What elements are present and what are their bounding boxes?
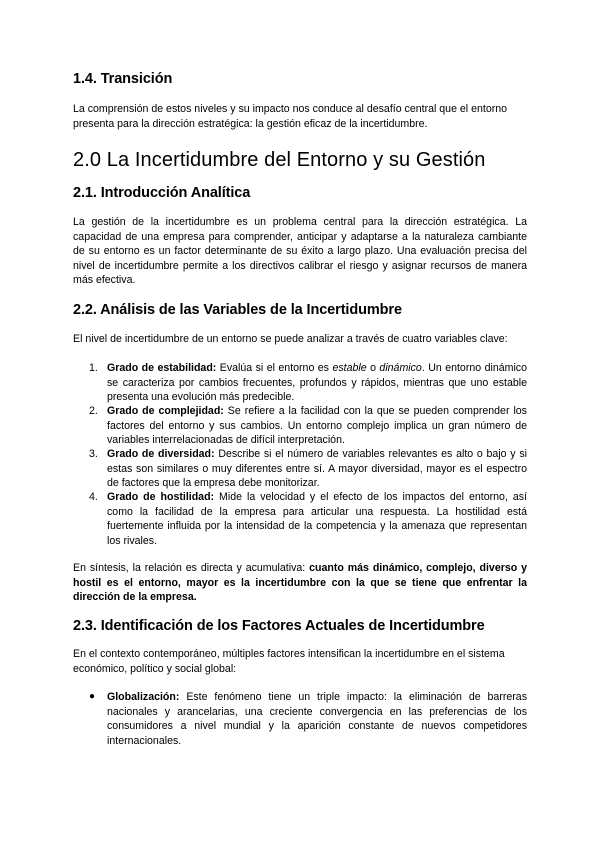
list-item-diversidad: Grado de diversidad: Describe si el número de variables relevantes es alto o bajo y si estas son similares o muy diferentes entre sí. A mayor diversidad, mayor es el espectro de factores que la empresa debe monitorizar. (107, 448, 527, 489)
heading-2-0: 2.0 La Incertidumbre del Entorno y su Gestión (73, 149, 486, 171)
item-term: Grado de estabilidad: (107, 362, 217, 374)
list-item-globalizacion: Globalización: Este fenómeno tiene un triple impacto: la eliminación de barreras nacionales y arancelarias, una creciente convergencia en las preferencias de los consumidores a nivel mundial y la aparición constante de nuevos competidores internacionales. (107, 691, 527, 747)
heading-2-1: 2.1. Introducción Analítica (73, 185, 251, 201)
emphasis-estable: estable (332, 362, 367, 374)
heading-2-2: 2.2. Análisis de las Variables de la Incertidumbre (73, 302, 402, 318)
paragraph-introduccion: La gestión de la incertidumbre es un problema central para la dirección estratégica. La capacidad de una empresa para comprender, anticipar y adaptarse a la naturaleza cambiante de su entorno es un factor determinante de su éxito a largo plazo. Una evaluación precisa del nivel de incertidumbre permite a los directivos calibrar el riesgo y asignar recursos de manera más efectiva. (73, 216, 527, 286)
summary-emphasis: cuanto más dinámico, complejo, diverso y hostil es el entorno, mayor es la incertidumbre con la que se tiene que enfrentar la dirección de la empresa. (73, 562, 527, 603)
list-number: 1. (89, 362, 98, 374)
paragraph-transicion: La comprensión de estos niveles y su impacto nos conduce al desafío central que el entorno presenta para la dirección estratégica: la gestión eficaz de la incertidumbre. (73, 103, 508, 130)
paragraph-factores-intro: En el contexto contemporáneo, múltiples factores intensifican la incertidumbre en el sistema económico, político y social global: (73, 648, 505, 675)
emphasis-dinamico: dinámico (379, 362, 422, 374)
paragraph-sintesis: En síntesis, la relación es directa y acumulativa: cuanto más dinámico, complejo, diverso y hostil es el entorno, mayor es la incertidumbre con la que se tiene que enfrentar la dirección de la empresa. (73, 562, 527, 603)
list-number: 4. (89, 491, 98, 503)
item-term: Globalización: (107, 691, 180, 703)
list-item-estabilidad: Grado de estabilidad: Evalúa si el entorno es estable o dinámico. Un entorno dinámico se caracteriza por cambios frecuentes, profundos y rápidos, mientras que uno estable presenta una evolución más predecible. (107, 362, 527, 403)
heading-1-4: 1.4. Transición (73, 71, 173, 87)
list-item-complejidad: Grado de complejidad: Se refiere a la facilidad con la que se pueden comprender los factores del entorno y sus cambios. Un entorno complejo implica un gran número de variables interrelacionadas de difícil interpretación. (107, 405, 527, 446)
bullet-icon: ● (89, 691, 96, 702)
paragraph-variables-intro: El nivel de incertidumbre de un entorno se puede analizar a través de cuatro variables clave: (73, 333, 508, 345)
item-term: Grado de diversidad: (107, 448, 215, 460)
item-term: Grado de hostilidad: (107, 491, 215, 503)
item-term: Grado de complejidad: (107, 405, 224, 417)
list-number: 2. (89, 405, 98, 417)
list-number: 3. (89, 448, 98, 460)
heading-2-3: 2.3. Identificación de los Factores Actuales de Incertidumbre (73, 618, 485, 634)
list-item-hostilidad: Grado de hostilidad: Mide la velocidad y el efecto de los impactos del entorno, así como la facilidad de la empresa para articular una respuesta. La hostilidad está fuertemente influida por la intensidad de la competencia y la amenaza que representan los rivales. (107, 491, 527, 547)
